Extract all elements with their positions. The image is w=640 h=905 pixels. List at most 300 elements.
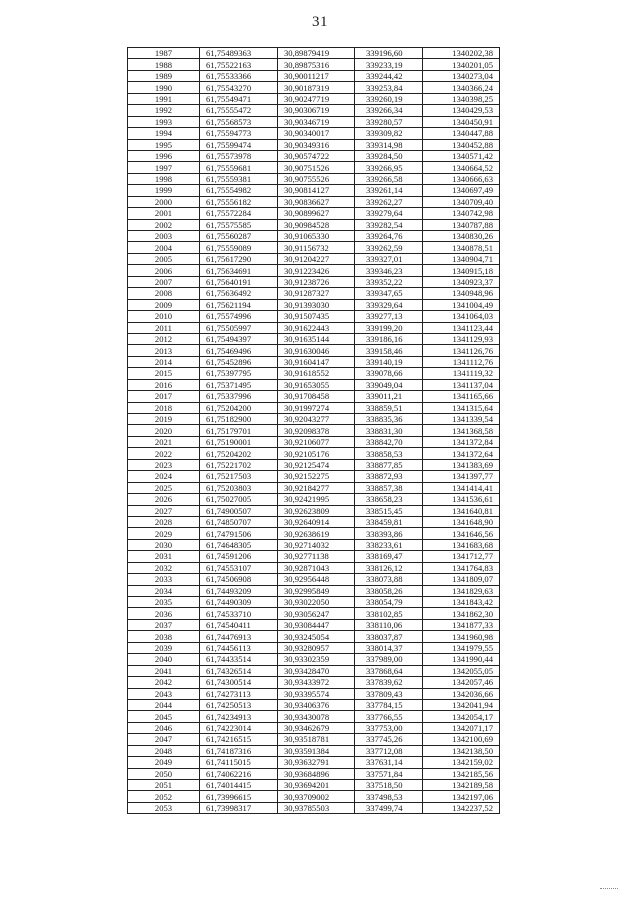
y-coordinate-cell: 1341137,04 <box>423 379 500 390</box>
latitude-cell: 61,74062216 <box>200 768 278 779</box>
y-coordinate-cell: 1341368,58 <box>423 425 500 436</box>
latitude-cell: 61,75574996 <box>200 311 278 322</box>
latitude-cell: 61,74273113 <box>200 688 278 699</box>
latitude-cell: 61,75621194 <box>200 299 278 310</box>
latitude-cell: 61,75221702 <box>200 459 278 470</box>
point-number-cell: 1988 <box>128 59 200 70</box>
x-coordinate-cell: 339282,54 <box>355 219 423 230</box>
point-number-cell: 2022 <box>128 448 200 459</box>
x-coordinate-cell: 338859,51 <box>355 402 423 413</box>
y-coordinate-cell: 1341339,54 <box>423 414 500 425</box>
latitude-cell: 61,75371495 <box>200 379 278 390</box>
table-row <box>128 597 500 608</box>
longitude-cell: 30,91653055 <box>278 379 355 390</box>
y-coordinate-cell: 1341843,42 <box>423 597 500 608</box>
point-number-cell: 2001 <box>128 208 200 219</box>
longitude-cell: 30,90187319 <box>278 82 355 93</box>
table-row <box>128 585 500 596</box>
point-number-cell: 2023 <box>128 459 200 470</box>
x-coordinate-cell: 337753,00 <box>355 722 423 733</box>
coordinates-table-container <box>127 47 500 814</box>
point-number-cell: 2013 <box>128 345 200 356</box>
x-coordinate-cell: 339277,13 <box>355 311 423 322</box>
latitude-cell: 61,74456113 <box>200 642 278 653</box>
x-coordinate-cell: 339279,64 <box>355 208 423 219</box>
y-coordinate-cell: 1342054,17 <box>423 711 500 722</box>
longitude-cell: 30,92043277 <box>278 414 355 425</box>
y-coordinate-cell: 1340697,49 <box>423 185 500 196</box>
latitude-cell: 61,75505997 <box>200 322 278 333</box>
latitude-cell: 61,75573978 <box>200 150 278 161</box>
point-number-cell: 2047 <box>128 734 200 745</box>
table-row <box>128 494 500 505</box>
y-coordinate-cell: 1341648,90 <box>423 516 500 527</box>
y-coordinate-cell: 1340452,88 <box>423 139 500 150</box>
x-coordinate-cell: 338515,45 <box>355 505 423 516</box>
point-number-cell: 2003 <box>128 231 200 242</box>
y-coordinate-cell: 1342036,66 <box>423 688 500 699</box>
table-row <box>128 642 500 653</box>
y-coordinate-cell: 1340447,88 <box>423 128 500 139</box>
longitude-cell: 30,93433972 <box>278 677 355 688</box>
x-coordinate-cell: 339346,23 <box>355 265 423 276</box>
x-coordinate-cell: 338857,38 <box>355 482 423 493</box>
latitude-cell: 61,75640191 <box>200 276 278 287</box>
latitude-cell: 61,74493209 <box>200 585 278 596</box>
latitude-cell: 61,75337996 <box>200 391 278 402</box>
longitude-cell: 30,92871043 <box>278 562 355 573</box>
y-coordinate-cell: 1341315,64 <box>423 402 500 413</box>
table-row <box>128 425 500 436</box>
y-coordinate-cell: 1341764,83 <box>423 562 500 573</box>
point-number-cell: 2044 <box>128 699 200 710</box>
y-coordinate-cell: 1341712,77 <box>423 551 500 562</box>
x-coordinate-cell: 338877,85 <box>355 459 423 470</box>
x-coordinate-cell: 338073,88 <box>355 574 423 585</box>
latitude-cell: 61,75572284 <box>200 208 278 219</box>
table-row <box>128 711 500 722</box>
latitude-cell: 61,74591206 <box>200 551 278 562</box>
table-row <box>128 173 500 184</box>
x-coordinate-cell: 337766,55 <box>355 711 423 722</box>
latitude-cell: 61,75027005 <box>200 494 278 505</box>
latitude-cell: 61,75204202 <box>200 448 278 459</box>
point-number-cell: 2006 <box>128 265 200 276</box>
x-coordinate-cell: 338233,61 <box>355 539 423 550</box>
y-coordinate-cell: 1341990,44 <box>423 654 500 665</box>
x-coordinate-cell: 338014,37 <box>355 642 423 653</box>
longitude-cell: 30,93518781 <box>278 734 355 745</box>
table-row <box>128 699 500 710</box>
longitude-cell: 30,92098378 <box>278 425 355 436</box>
x-coordinate-cell: 339280,57 <box>355 116 423 127</box>
x-coordinate-cell: 337868,64 <box>355 665 423 676</box>
latitude-cell: 61,75179701 <box>200 425 278 436</box>
table-row <box>128 345 500 356</box>
longitude-cell: 30,91708458 <box>278 391 355 402</box>
x-coordinate-cell: 338037,87 <box>355 631 423 642</box>
longitude-cell: 30,91630046 <box>278 345 355 356</box>
x-coordinate-cell: 337571,84 <box>355 768 423 779</box>
point-number-cell: 2027 <box>128 505 200 516</box>
table-row <box>128 48 500 59</box>
table-row <box>128 139 500 150</box>
table-row <box>128 59 500 70</box>
y-coordinate-cell: 1341119,32 <box>423 368 500 379</box>
longitude-cell: 30,93684896 <box>278 768 355 779</box>
longitude-cell: 30,93785503 <box>278 802 355 813</box>
latitude-cell: 61,75634691 <box>200 265 278 276</box>
point-number-cell: 2004 <box>128 242 200 253</box>
point-number-cell: 2048 <box>128 745 200 756</box>
table-row <box>128 414 500 425</box>
table-row <box>128 482 500 493</box>
table-row <box>128 93 500 104</box>
longitude-cell: 30,91618552 <box>278 368 355 379</box>
latitude-cell: 61,74300514 <box>200 677 278 688</box>
point-number-cell: 2049 <box>128 757 200 768</box>
y-coordinate-cell: 1340709,40 <box>423 196 500 207</box>
x-coordinate-cell: 337518,50 <box>355 780 423 791</box>
latitude-cell: 61,75533366 <box>200 70 278 81</box>
longitude-cell: 30,91156732 <box>278 242 355 253</box>
x-coordinate-cell: 339266,58 <box>355 173 423 184</box>
point-number-cell: 2020 <box>128 425 200 436</box>
y-coordinate-cell: 1341960,98 <box>423 631 500 642</box>
table-row <box>128 608 500 619</box>
point-number-cell: 2039 <box>128 642 200 653</box>
y-coordinate-cell: 1342100,69 <box>423 734 500 745</box>
point-number-cell: 1994 <box>128 128 200 139</box>
point-number-cell: 2007 <box>128 276 200 287</box>
y-coordinate-cell: 1341809,07 <box>423 574 500 585</box>
latitude-cell: 61,75452896 <box>200 356 278 367</box>
point-number-cell: 2008 <box>128 288 200 299</box>
y-coordinate-cell: 1341165,66 <box>423 391 500 402</box>
point-number-cell: 2014 <box>128 356 200 367</box>
table-row <box>128 242 500 253</box>
point-number-cell: 1996 <box>128 150 200 161</box>
table-row <box>128 516 500 527</box>
scan-artifact-mark <box>600 888 618 889</box>
latitude-cell: 61,75397795 <box>200 368 278 379</box>
longitude-cell: 30,90011217 <box>278 70 355 81</box>
latitude-cell: 61,75204200 <box>200 402 278 413</box>
y-coordinate-cell: 1342055,05 <box>423 665 500 676</box>
longitude-cell: 30,92714032 <box>278 539 355 550</box>
point-number-cell: 2016 <box>128 379 200 390</box>
longitude-cell: 30,91065330 <box>278 231 355 242</box>
point-number-cell: 2010 <box>128 311 200 322</box>
table-row <box>128 311 500 322</box>
table-row <box>128 231 500 242</box>
table-row <box>128 665 500 676</box>
y-coordinate-cell: 1340366,24 <box>423 82 500 93</box>
coordinates-table-body <box>128 48 500 814</box>
latitude-cell: 61,75559681 <box>200 162 278 173</box>
x-coordinate-cell: 338842,70 <box>355 436 423 447</box>
point-number-cell: 1989 <box>128 70 200 81</box>
longitude-cell: 30,92152275 <box>278 471 355 482</box>
point-number-cell: 2052 <box>128 791 200 802</box>
longitude-cell: 30,93428470 <box>278 665 355 676</box>
x-coordinate-cell: 339327,01 <box>355 253 423 264</box>
point-number-cell: 1990 <box>128 82 200 93</box>
latitude-cell: 61,74476913 <box>200 631 278 642</box>
x-coordinate-cell: 339284,50 <box>355 150 423 161</box>
longitude-cell: 30,93245054 <box>278 631 355 642</box>
y-coordinate-cell: 1340830,26 <box>423 231 500 242</box>
table-row <box>128 631 500 642</box>
latitude-cell: 61,74533710 <box>200 608 278 619</box>
longitude-cell: 30,92106077 <box>278 436 355 447</box>
latitude-cell: 61,75560287 <box>200 231 278 242</box>
table-row <box>128 471 500 482</box>
y-coordinate-cell: 1340202,38 <box>423 48 500 59</box>
table-row <box>128 299 500 310</box>
x-coordinate-cell: 339233,19 <box>355 59 423 70</box>
longitude-cell: 30,90751526 <box>278 162 355 173</box>
table-row <box>128 128 500 139</box>
longitude-cell: 30,90836627 <box>278 196 355 207</box>
latitude-cell: 61,75559089 <box>200 242 278 253</box>
longitude-cell: 30,92125474 <box>278 459 355 470</box>
x-coordinate-cell: 338393,86 <box>355 528 423 539</box>
y-coordinate-cell: 1340878,51 <box>423 242 500 253</box>
point-number-cell: 2000 <box>128 196 200 207</box>
table-row <box>128 436 500 447</box>
longitude-cell: 30,92640914 <box>278 516 355 527</box>
table-row <box>128 379 500 390</box>
longitude-cell: 30,91604147 <box>278 356 355 367</box>
latitude-cell: 61,74115015 <box>200 757 278 768</box>
y-coordinate-cell: 1341372,64 <box>423 448 500 459</box>
table-row <box>128 288 500 299</box>
longitude-cell: 30,91997274 <box>278 402 355 413</box>
y-coordinate-cell: 1340429,53 <box>423 105 500 116</box>
latitude-cell: 61,74223014 <box>200 722 278 733</box>
table-row <box>128 791 500 802</box>
page-number: 31 <box>312 14 328 30</box>
latitude-cell: 61,74014415 <box>200 780 278 791</box>
table-row <box>128 619 500 630</box>
point-number-cell: 2032 <box>128 562 200 573</box>
table-row <box>128 528 500 539</box>
latitude-cell: 61,75522163 <box>200 59 278 70</box>
latitude-cell: 61,75554982 <box>200 185 278 196</box>
table-row <box>128 688 500 699</box>
y-coordinate-cell: 1342057,46 <box>423 677 500 688</box>
y-coordinate-cell: 1340787,88 <box>423 219 500 230</box>
point-number-cell: 2033 <box>128 574 200 585</box>
point-number-cell: 2038 <box>128 631 200 642</box>
x-coordinate-cell: 339158,46 <box>355 345 423 356</box>
latitude-cell: 61,75203803 <box>200 482 278 493</box>
longitude-cell: 30,90247719 <box>278 93 355 104</box>
x-coordinate-cell: 339266,95 <box>355 162 423 173</box>
y-coordinate-cell: 1341064,03 <box>423 311 500 322</box>
table-row <box>128 356 500 367</box>
x-coordinate-cell: 338459,81 <box>355 516 423 527</box>
latitude-cell: 61,75594773 <box>200 128 278 139</box>
latitude-cell: 61,74326514 <box>200 665 278 676</box>
table-row <box>128 448 500 459</box>
latitude-cell: 61,74648305 <box>200 539 278 550</box>
x-coordinate-cell: 337839,62 <box>355 677 423 688</box>
latitude-cell: 61,75494397 <box>200 333 278 344</box>
x-coordinate-cell: 338831,30 <box>355 425 423 436</box>
table-row <box>128 722 500 733</box>
longitude-cell: 30,92995849 <box>278 585 355 596</box>
x-coordinate-cell: 338835,36 <box>355 414 423 425</box>
y-coordinate-cell: 1342138,50 <box>423 745 500 756</box>
x-coordinate-cell: 339329,64 <box>355 299 423 310</box>
table-row <box>128 459 500 470</box>
y-coordinate-cell: 1341640,81 <box>423 505 500 516</box>
y-coordinate-cell: 1341414,41 <box>423 482 500 493</box>
longitude-cell: 30,93280957 <box>278 642 355 653</box>
y-coordinate-cell: 1341877,33 <box>423 619 500 630</box>
x-coordinate-cell: 339347,65 <box>355 288 423 299</box>
point-number-cell: 2030 <box>128 539 200 550</box>
longitude-cell: 30,90814127 <box>278 185 355 196</box>
y-coordinate-cell: 1341123,44 <box>423 322 500 333</box>
point-number-cell: 2042 <box>128 677 200 688</box>
table-row <box>128 757 500 768</box>
latitude-cell: 61,75559381 <box>200 173 278 184</box>
x-coordinate-cell: 339186,16 <box>355 333 423 344</box>
latitude-cell: 61,74506908 <box>200 574 278 585</box>
x-coordinate-cell: 338126,12 <box>355 562 423 573</box>
table-row <box>128 219 500 230</box>
latitude-cell: 61,74791506 <box>200 528 278 539</box>
longitude-cell: 30,93632791 <box>278 757 355 768</box>
y-coordinate-cell: 1341536,61 <box>423 494 500 505</box>
table-row <box>128 574 500 585</box>
table-row <box>128 70 500 81</box>
point-number-cell: 1987 <box>128 48 200 59</box>
table-row <box>128 654 500 665</box>
y-coordinate-cell: 1342237,52 <box>423 802 500 813</box>
point-number-cell: 2002 <box>128 219 200 230</box>
latitude-cell: 61,74540411 <box>200 619 278 630</box>
longitude-cell: 30,92638619 <box>278 528 355 539</box>
point-number-cell: 2019 <box>128 414 200 425</box>
x-coordinate-cell: 337745,26 <box>355 734 423 745</box>
point-number-cell: 2034 <box>128 585 200 596</box>
point-number-cell: 2041 <box>128 665 200 676</box>
y-coordinate-cell: 1340915,18 <box>423 265 500 276</box>
longitude-cell: 30,93056247 <box>278 608 355 619</box>
y-coordinate-cell: 1341646,56 <box>423 528 500 539</box>
longitude-cell: 30,90346719 <box>278 116 355 127</box>
table-row <box>128 391 500 402</box>
table-row <box>128 368 500 379</box>
table-row <box>128 402 500 413</box>
longitude-cell: 30,91204227 <box>278 253 355 264</box>
table-row <box>128 253 500 264</box>
longitude-cell: 30,89879419 <box>278 48 355 59</box>
longitude-cell: 30,91287327 <box>278 288 355 299</box>
longitude-cell: 30,90349316 <box>278 139 355 150</box>
latitude-cell: 61,75489363 <box>200 48 278 59</box>
y-coordinate-cell: 1340923,37 <box>423 276 500 287</box>
longitude-cell: 30,92956448 <box>278 574 355 585</box>
x-coordinate-cell: 339196,60 <box>355 48 423 59</box>
table-row <box>128 745 500 756</box>
point-number-cell: 2031 <box>128 551 200 562</box>
y-coordinate-cell: 1341372,84 <box>423 436 500 447</box>
x-coordinate-cell: 338054,79 <box>355 597 423 608</box>
table-row <box>128 208 500 219</box>
table-row <box>128 116 500 127</box>
latitude-cell: 61,74850707 <box>200 516 278 527</box>
longitude-cell: 30,91223426 <box>278 265 355 276</box>
point-number-cell: 2051 <box>128 780 200 791</box>
table-row <box>128 677 500 688</box>
point-number-cell: 2035 <box>128 597 200 608</box>
table-row <box>128 562 500 573</box>
table-row <box>128 539 500 550</box>
point-number-cell: 2037 <box>128 619 200 630</box>
longitude-cell: 30,91507435 <box>278 311 355 322</box>
x-coordinate-cell: 338058,26 <box>355 585 423 596</box>
x-coordinate-cell: 339199,20 <box>355 322 423 333</box>
x-coordinate-cell: 338102,85 <box>355 608 423 619</box>
longitude-cell: 30,93084447 <box>278 619 355 630</box>
table-row <box>128 505 500 516</box>
x-coordinate-cell: 339260,19 <box>355 93 423 104</box>
point-number-cell: 2053 <box>128 802 200 813</box>
table-row <box>128 276 500 287</box>
latitude-cell: 61,74553107 <box>200 562 278 573</box>
longitude-cell: 30,93430078 <box>278 711 355 722</box>
latitude-cell: 61,75575585 <box>200 219 278 230</box>
x-coordinate-cell: 339262,59 <box>355 242 423 253</box>
latitude-cell: 61,75549471 <box>200 93 278 104</box>
y-coordinate-cell: 1341126,76 <box>423 345 500 356</box>
y-coordinate-cell: 1340666,63 <box>423 173 500 184</box>
y-coordinate-cell: 1341383,69 <box>423 459 500 470</box>
y-coordinate-cell: 1341129,93 <box>423 333 500 344</box>
x-coordinate-cell: 339244,42 <box>355 70 423 81</box>
point-number-cell: 2024 <box>128 471 200 482</box>
x-coordinate-cell: 339078,66 <box>355 368 423 379</box>
table-row <box>128 185 500 196</box>
latitude-cell: 61,74490309 <box>200 597 278 608</box>
latitude-cell: 61,75469496 <box>200 345 278 356</box>
x-coordinate-cell: 339011,21 <box>355 391 423 402</box>
x-coordinate-cell: 338169,47 <box>355 551 423 562</box>
coordinates-table <box>127 47 500 814</box>
y-coordinate-cell: 1340664,52 <box>423 162 500 173</box>
point-number-cell: 2011 <box>128 322 200 333</box>
y-coordinate-cell: 1342185,56 <box>423 768 500 779</box>
table-row <box>128 768 500 779</box>
table-row <box>128 162 500 173</box>
point-number-cell: 1995 <box>128 139 200 150</box>
point-number-cell: 2028 <box>128 516 200 527</box>
longitude-cell: 30,93395574 <box>278 688 355 699</box>
y-coordinate-cell: 1340904,71 <box>423 253 500 264</box>
longitude-cell: 30,93462679 <box>278 722 355 733</box>
point-number-cell: 1992 <box>128 105 200 116</box>
latitude-cell: 61,74433514 <box>200 654 278 665</box>
latitude-cell: 61,75556182 <box>200 196 278 207</box>
latitude-cell: 61,73996615 <box>200 791 278 802</box>
x-coordinate-cell: 339261,14 <box>355 185 423 196</box>
longitude-cell: 30,90306719 <box>278 105 355 116</box>
